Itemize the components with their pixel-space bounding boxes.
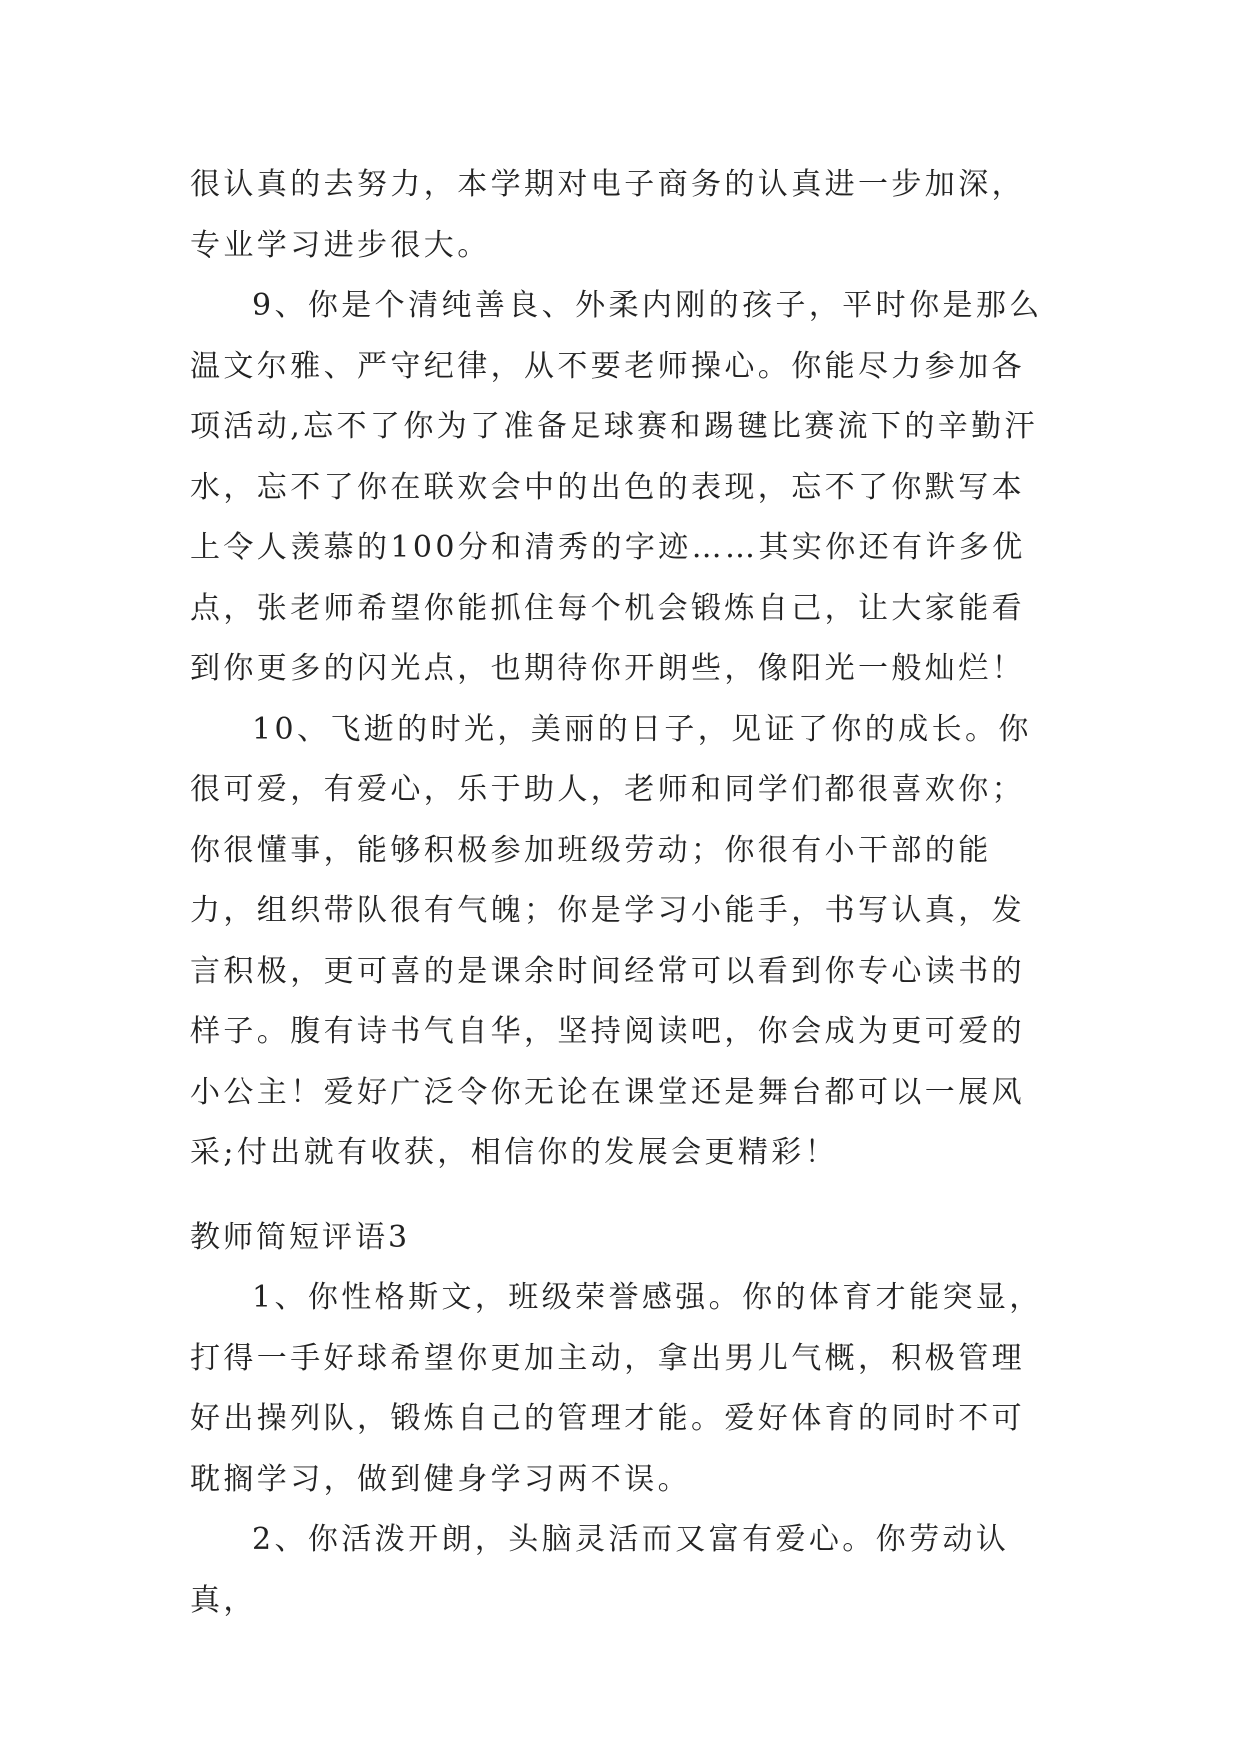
paragraph-comment-10: 10、飞逝的时光，美丽的日子，见证了你的成长。你很可爱，有爱心，乐于助人，老师和同学们都很喜欢你；你很懂事，能够积极参加班级劳动；你很有小干部的能力，组织带队很有气魄；你是学习小能手，书写认真，发言积极，更可喜的是课余时间经常可以看到你专心读书的样子。腹有诗书气自华，坚持阅读吧，你会成为更可爱的小公主！爱好广泛令你无论在课堂还是舞台都可以一展风采;付出就有收获，相信你的发展会更精彩！ (190, 711, 1032, 1170)
paragraph-continuation: 很认真的去努力，本学期对电子商务的认真进一步加深，专业学习进步很大。 (190, 167, 1025, 263)
paragraph-comment-9: 9、你是个清纯善良、外柔内刚的孩子，平时你是那么温文尔雅、严守纪律，从不要老师操心。你能尽力参加各项活动,忘不了你为了准备足球赛和踢毽比赛流下的辛勤汗水，忘不了你在联欢会中的出色的表现，忘不了你默写本上令人羡慕的100分和清秀的字迹……其实你还有许多优点，张老师希望你能抓住每个机会锻炼自己，让大家能看到你更多的闪光点，也期待你开朗些，像阳光一般灿烂！ (190, 288, 1043, 686)
document-body (190, 155, 1050, 1631)
paragraph-section3-comment-1: 1、你性格斯文，班级荣誉感强。你的体育才能突显，打得一手好球希望你更加主动，拿出男儿气概，积极管理好出操列队，锻炼自己的管理才能。爱好体育的同时不可耽搁学习，做到健身学习两不误。 (190, 1280, 1043, 1497)
paragraph-section3-comment-2: 2、你活泼开朗，头脑灵活而又富有爱心。你劳动认真， (190, 1522, 1010, 1618)
section-heading: 教师简短评语3 (190, 1219, 411, 1255)
